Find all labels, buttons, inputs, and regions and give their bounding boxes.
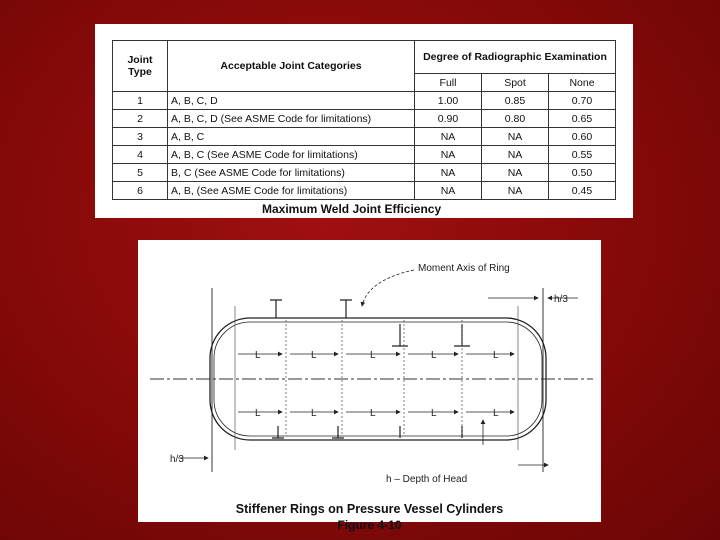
table-row (113, 92, 616, 110)
cell-spot: NA (482, 164, 549, 182)
cell-spot: NA (482, 128, 549, 146)
cell-full: NA (415, 146, 482, 164)
cell-type: 4 (113, 146, 168, 164)
cell-type: 5 (113, 164, 168, 182)
span-label: L (431, 408, 437, 419)
span-label: L (493, 350, 499, 361)
cell-none: 0.45 (549, 182, 616, 200)
span-label: L (311, 350, 317, 361)
weld-efficiency-panel (95, 24, 633, 218)
cell-categories: A, B, C (See ASME Code for limitations) (168, 146, 415, 164)
diagram-caption: Stiffener Rings on Pressure Vessel Cylinders (235, 502, 504, 516)
table-row (113, 182, 616, 200)
header-full: Full (415, 74, 482, 92)
cell-spot: 0.85 (482, 92, 549, 110)
depth-label: h – Depth of Head (386, 474, 468, 485)
diagram-subcaption: Figure 4-10 (337, 518, 402, 532)
cell-categories: A, B, C, D (See ASME Code for limitations) (168, 110, 415, 128)
table-row (113, 164, 616, 182)
cell-categories: B, C (See ASME Code for limitations) (168, 164, 415, 182)
cell-full: NA (415, 182, 482, 200)
header-spot: Spot (482, 74, 549, 92)
h3-right-label: h/3 (554, 294, 568, 305)
header-none: None (549, 74, 616, 92)
cell-none: 0.65 (549, 110, 616, 128)
header-degree: Degree of Radiographic Examination (415, 41, 616, 74)
cell-full: 0.90 (415, 110, 482, 128)
cell-full: 1.00 (415, 92, 482, 110)
header-joint-type: Joint Type (113, 41, 168, 92)
span-label: L (255, 350, 261, 361)
cell-categories: A, B, (See ASME Code for limitations) (168, 182, 415, 200)
span-label: L (255, 408, 261, 419)
stiffener-diagram-panel (138, 240, 601, 532)
cell-categories: A, B, C (168, 128, 415, 146)
header-categories: Acceptable Joint Categories (168, 41, 415, 92)
span-label: L (493, 408, 499, 419)
cell-type: 6 (113, 182, 168, 200)
cell-spot: NA (482, 182, 549, 200)
table-row (113, 128, 616, 146)
moment-axis-leader (362, 270, 414, 306)
cell-none: 0.55 (549, 146, 616, 164)
cell-categories: A, B, C, D (168, 92, 415, 110)
span-label: L (370, 350, 376, 361)
table-caption: Maximum Weld Joint Efficiency (262, 202, 442, 216)
table-row (113, 110, 616, 128)
weld-efficiency-table (112, 40, 616, 200)
cell-spot: NA (482, 146, 549, 164)
cell-type: 2 (113, 110, 168, 128)
cell-type: 3 (113, 128, 168, 146)
cell-none: 0.60 (549, 128, 616, 146)
cell-spot: 0.80 (482, 110, 549, 128)
span-label: L (370, 408, 376, 419)
span-label: L (431, 350, 437, 361)
moment-axis-label: Moment Axis of Ring (418, 263, 510, 274)
cell-none: 0.50 (549, 164, 616, 182)
cell-none: 0.70 (549, 92, 616, 110)
span-label: L (311, 408, 317, 419)
h3-left-label: h/3 (170, 454, 184, 465)
table-row (113, 146, 616, 164)
cell-full: NA (415, 164, 482, 182)
cell-type: 1 (113, 92, 168, 110)
stiffener-diagram (138, 240, 601, 522)
cell-full: NA (415, 128, 482, 146)
